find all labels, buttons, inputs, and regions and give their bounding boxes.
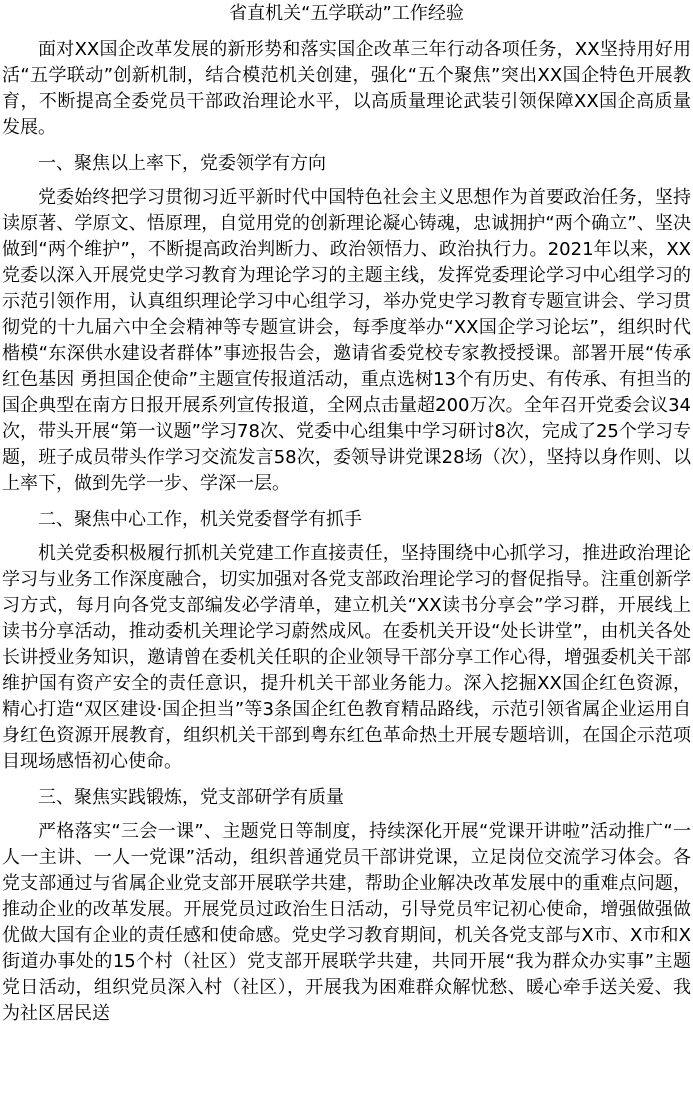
intro-paragraph: 面对XX国企改革发展的新形势和落实国企改革三年行动各项任务，XX坚持用好用活“五学联动”创新机制，结合模范机关创建，强化“五个聚焦”突出XX国企特色开展教育，不断提高全委党员干部政治理论水平，以高质量理论武装引领保障XX国企高质量发展。 bbox=[2, 39, 691, 138]
section-3-body: 严格落实“三会一课”、主题党日等制度，持续深化开展“党课开讲啦”活动推广“一人一主讲、一人一党课”活动，组织普通党员干部讲党课，立足岗位交流学习体会。各党支部通过与省属企业党支部开展联学共建，帮助企业解决改革发展中的重难点问题，推动企业的改革发展。开展党员过政治生日活动，引导党员牢记初心使命，增强做强做优做大国有企业的责任感和使命感。党史学习教育期间，机关各党支部与X市、X市和X街道办事处的15个村（社区）党支部开展联学共建，共同开展“我为群众办实事”主题党日活动，组织党员深入村（社区），开展我为困难群众解忧愁、暖心牵手送关爱、我为社区居民送 bbox=[2, 821, 691, 1024]
section-2-heading: 二、聚焦中心工作，机关党委督学有抓手 bbox=[38, 509, 362, 530]
section-1-body: 党委始终把学习贯彻习近平新时代中国特色社会主义思想作为首要政治任务，坚持读原著、学原文、悟原理，自觉用党的创新理论凝心铸魂，忠诚拥护“两个确立”、坚决做到“两个维护”，不断提高政治判断力、政治领悟力、政治执行力。2021年以来，XX党委以深入开展党史学习教育为理论学习的主题主线，发挥党委理论学习中心组学习的示范引领作用，认真组织理论学习中心组学习，举办党史学习教育专题宣讲会、学习贯彻党的十九届六中全会精神等专题宣讲会，每季度举办“XX国企学习论坛”，组织时代楷模“东深供水建设者群体”事迹报告会，邀请省委党校专家教授授课。部署开展“传承红色基因 勇担国企使命”主题宣传报道活动，重点选树13个有历史、有传承、有担当的国企典型在南方日报开展系列宣传报道，全网点击量超200万次。全年召开党委会议34次，带头开展“第一议题”学习78次、党委中心组集中学习研讨8次，完成了25个学习专题，班子成员带头作学习交流发言58次，委领导讲党课28场（次），坚持以身作则、以上率下，做到先学一步、学深一层。 bbox=[2, 187, 691, 494]
section-3-heading: 三、聚焦实践锻炼，党支部研学有质量 bbox=[38, 787, 344, 808]
document-title: 省直机关“五学联动”工作经验 bbox=[229, 3, 464, 24]
section-1-heading: 一、聚焦以上率下，党委领学有方向 bbox=[38, 153, 326, 174]
section-2-body: 机关党委积极履行抓机关党建工作直接责任，坚持围绕中心抓学习，推进政治理论学习与业务工作深度融合，切实加强对各党支部政治理论学习的督促指导。注重创新学习方式，每月向各党支部编发必学清单，建立机关“XX读书分享会”学习群，开展线上读书分享活动，推动委机关理论学习蔚然成风。在委机关开设“处长讲堂”，由机关各处长讲授业务知识，邀请曾在委机关任职的企业领导干部分享工作心得，增强委机关干部维护国有资产安全的责任意识，提升机关干部业务能力。深入挖掘XX国企红色资源，精心打造“双区建设·国企担当”等3条国企红色教育精品路线，示范引领省属企业运用自身红色资源开展教育，组织机关干部到粤东红色革命热土开展专题培训，在国企示范项目现场感悟初心使命。 bbox=[2, 543, 691, 772]
